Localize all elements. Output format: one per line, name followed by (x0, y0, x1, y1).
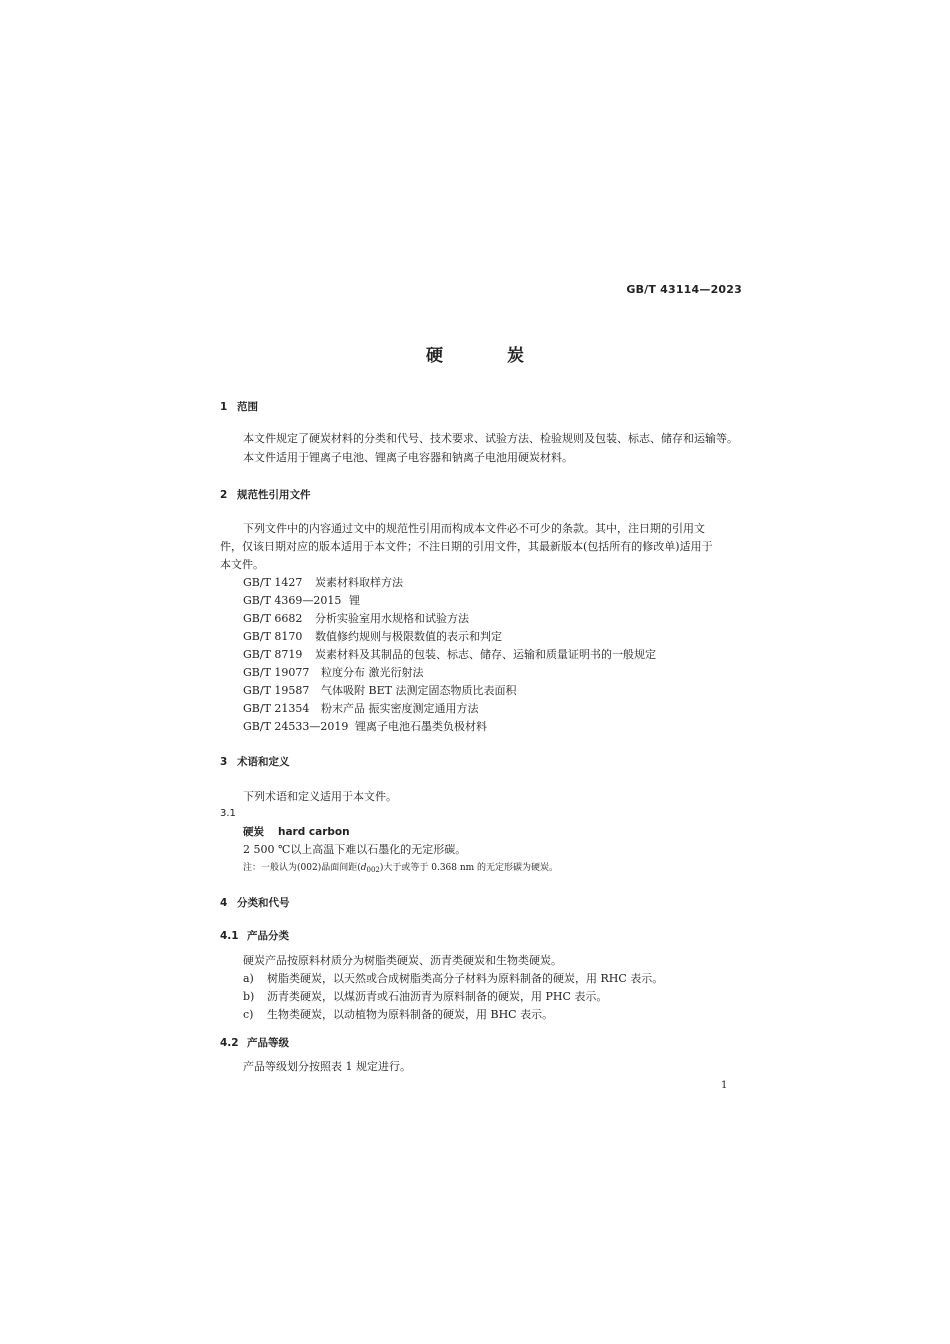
section-3-heading (220, 754, 290, 769)
subsection-title: 产品分类 (247, 930, 289, 942)
section-number: 1 (220, 401, 228, 413)
reference-code: GB/T 6682 (243, 612, 303, 625)
list-label: b) (243, 990, 255, 1003)
subsection-number: 4.2 (220, 1037, 239, 1049)
reference-item (243, 574, 403, 592)
reference-code: GB/T 21354 (243, 702, 310, 715)
list-text: 生物类硬炭，以动植物为原料制备的硬炭，用 BHC 表示。 (267, 1008, 554, 1021)
list-text: 沥青类硬炭，以煤沥青或石油沥青为原料制备的硬炭，用 PHC 表示。 (267, 990, 608, 1003)
section-number: 4 (220, 897, 228, 909)
page-number: 1 (721, 1080, 728, 1091)
paragraph: 产品等级划分按照表 1 规定进行。 (243, 1060, 411, 1073)
reference-code: GB/T 1427 (243, 576, 303, 589)
reference-code: GB/T 24533—2019 (243, 720, 349, 733)
list-text: 树脂类硬炭，以天然或合成树脂类高分子材料为原料制备的硬炭，用 RHC 表示。 (267, 972, 664, 985)
list-item (243, 988, 607, 1006)
reference-title: 粒度分布 激光衍射法 (321, 666, 424, 679)
list-item (243, 1006, 553, 1024)
section-title: 范围 (237, 401, 258, 413)
section-2-heading (220, 487, 311, 502)
paragraph: 本文件适用于锂离子电池、锂离子电容器和钠离子电池用硬炭材料。 (243, 451, 573, 464)
reference-title: 炭素材料取样方法 (315, 576, 403, 589)
reference-title: 气体吸附 BET 法测定固态物质比表面积 (321, 684, 517, 697)
reference-code: GB/T 19587 (243, 684, 310, 697)
reference-item (243, 610, 469, 628)
section-title: 分类和代号 (237, 897, 290, 909)
reference-code: GB/T 8170 (243, 630, 303, 643)
reference-title: 锂离子电池石墨类负极材料 (355, 720, 487, 733)
section-number: 3 (220, 756, 228, 768)
section-number: 2 (220, 489, 228, 501)
paragraph: 本文件规定了硬炭材料的分类和代号、技术要求、试验方法、检验规则及包装、标志、储存和运输等。 (243, 432, 738, 445)
reference-title: 炭素材料及其制品的包装、标志、储存、运输和质量证明书的一般规定 (315, 648, 656, 661)
reference-item (243, 700, 479, 718)
note-symbol: d (360, 863, 367, 873)
subsection-4-2-heading (220, 1035, 289, 1050)
paragraph: 下列文件中的内容通过文中的规范性引用而构成本文件必不可少的条款。其中，注日期的引用文 (243, 522, 705, 535)
subsection-title: 产品等级 (247, 1037, 289, 1049)
term-number: 3.1 (220, 808, 236, 819)
reference-item (243, 592, 360, 610)
standard-code: GB/T 43114—2023 (626, 283, 742, 296)
reference-item (243, 628, 502, 646)
reference-item (243, 718, 487, 736)
reference-title: 数值修约规则与极限数值的表示和判定 (315, 630, 502, 643)
document-title: 硬炭 (426, 346, 588, 366)
reference-title: 锂 (349, 594, 360, 607)
subsection-number: 4.1 (220, 930, 239, 942)
reference-title: 粉末产品 振实密度测定通用方法 (321, 702, 479, 715)
reference-item (243, 664, 424, 682)
section-title: 术语和定义 (237, 756, 290, 768)
paragraph: 硬炭产品按原料材质分为树脂类硬炭、沥青类硬炭和生物类硬炭。 (243, 954, 562, 967)
list-item (243, 970, 663, 988)
reference-code: GB/T 4369—2015 (243, 594, 342, 607)
subsection-4-1-heading (220, 928, 289, 943)
term-entry (243, 823, 350, 841)
note-text: )大于或等于 0.368 nm 的无定形碳为硬炭。 (379, 863, 559, 873)
list-label: c) (243, 1008, 254, 1021)
list-label: a) (243, 972, 254, 985)
paragraph: 件，仅该日期对应的版本适用于本文件；不注日期的引用文件，其最新版本(包括所有的修改单)适用于 (220, 540, 713, 553)
term-english: hard carbon (278, 826, 350, 838)
note-subscript: 002 (366, 866, 380, 874)
paragraph: 本文件。 (220, 558, 264, 571)
reference-code: GB/T 8719 (243, 648, 303, 661)
term-chinese: 硬炭 (243, 826, 264, 838)
section-title: 规范性引用文件 (237, 489, 311, 501)
reference-item (243, 646, 656, 664)
section-1-heading (220, 399, 258, 414)
reference-title: 分析实验室用水规格和试验方法 (315, 612, 469, 625)
term-definition: 2 500 ℃以上高温下难以石墨化的无定形碳。 (243, 843, 467, 856)
note (243, 859, 558, 879)
section-4-heading (220, 895, 290, 910)
reference-code: GB/T 19077 (243, 666, 310, 679)
paragraph: 下列术语和定义适用于本文件。 (243, 790, 397, 803)
reference-item (243, 682, 516, 700)
note-text: 注：一般认为(002)晶面间距( (243, 863, 361, 873)
